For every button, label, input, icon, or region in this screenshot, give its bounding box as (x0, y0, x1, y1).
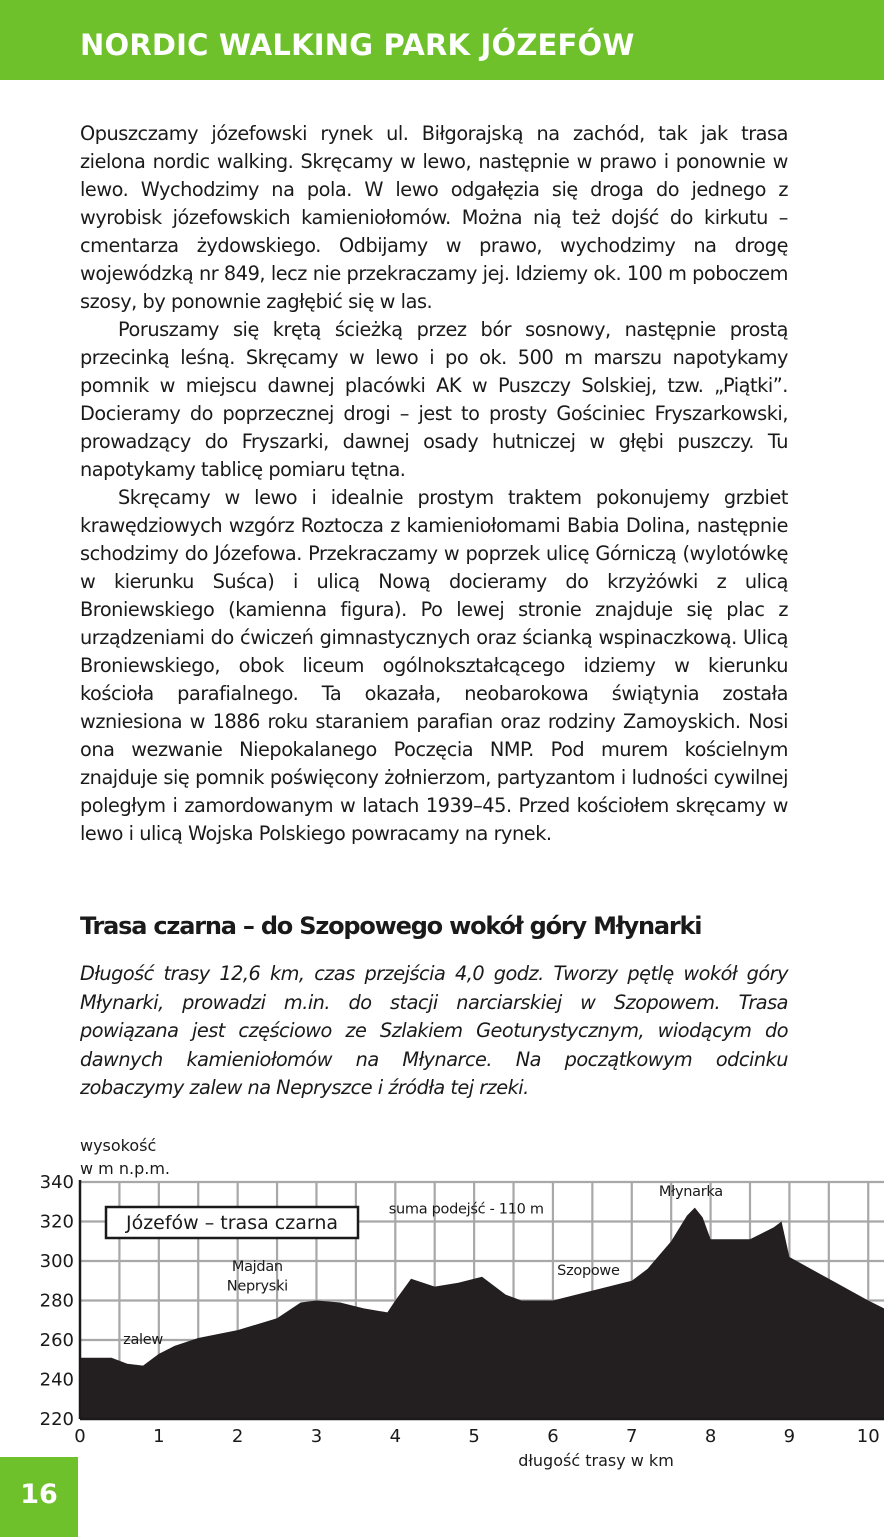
y-tick-label: 280 (39, 1290, 74, 1312)
x-axis-label: długość trasy w km (518, 1451, 674, 1470)
page-header (0, 0, 884, 80)
body-text (80, 120, 788, 848)
x-tick-label: 8 (704, 1426, 717, 1447)
paragraph-2: Poruszamy się krętą ścieżką przez bór sosnowy, następnie prostą przecinką leśną. Skręcamy w lewo i po ok. 500 m marszu napotykamy pomnik w miejscu dawnej placówki AK w Puszczy Solskiej, tzw. „Piątki”. Docieramy do poprzecznej drogi – jest to prosty Gościniec Fryszarkowski, prowadzący do Fryszarki, dawnej osady hutniczej w głębi puszczy. Tu napotykamy tablicę pomiaru tętna. (80, 318, 788, 481)
x-tick-label: 3 (310, 1426, 323, 1447)
y-tick-label: 220 (39, 1409, 74, 1430)
y-tick-label: 240 (39, 1369, 74, 1391)
intro-text: Długość trasy 12,6 km, czas przejścia 4,0 godz. Tworzy pętlę wokół góry Młynarki, prowadzi m.in. do stacji narciarskiej w Szopowem. Trasa powiązana jest częściowo ze Szlakiem Geoturystycznym, wiodącym do dawnych kamieniołomów na Młynarce. Na początkowym odcinku zobaczymy zalew na Nepryszce i źródła tej rzeki. (80, 962, 788, 1099)
elevation-area (80, 1208, 884, 1419)
x-tick-label: 4 (389, 1426, 402, 1447)
x-tick-label: 6 (547, 1426, 559, 1447)
y-axis-label-line1: wysokość (80, 1136, 157, 1155)
y-tick-label: 260 (39, 1330, 74, 1351)
x-tick-label: 0 (74, 1426, 86, 1447)
page-number: 16 (20, 1479, 58, 1510)
chart-annotation: Szopowe (557, 1262, 620, 1279)
x-tick-label: 7 (626, 1426, 638, 1447)
y-axis-label-line2: w m n.p.m. (80, 1159, 170, 1178)
chart-title: Józefów – trasa czarna (125, 1212, 339, 1234)
x-tick-label: 1 (153, 1426, 165, 1447)
y-tick-label: 340 (39, 1172, 74, 1193)
chart-annotation: Majdan (231, 1258, 283, 1275)
x-tick-label: 5 (468, 1426, 480, 1447)
x-tick-label: 10 (856, 1426, 880, 1447)
chart-annotation: Nepryski (226, 1278, 288, 1295)
elevation-profile-chart (0, 1120, 884, 1480)
x-tick-label: 9 (783, 1426, 796, 1447)
y-tick-label: 300 (39, 1251, 74, 1272)
y-tick-label: 320 (39, 1211, 74, 1233)
chart-annotation: suma podejść - 110 m (388, 1201, 544, 1218)
x-tick-label: 2 (231, 1426, 244, 1447)
chart-annotation: zalew (123, 1331, 163, 1348)
paragraph-3: Skręcamy w lewo i idealnie prostym traktem pokonujemy grzbiet krawędziowych wzgórz Roztocza z kamieniołomami Babia Dolina, następnie schodzimy do Józefowa. Przekraczamy w poprzek ulicę Górniczą (wylotówkę w kierunku Suśca) i ulicą Nową docieramy do krzyżówki z ulicą Broniewskiego (kamienna figura). Po lewej stronie znajduje się plac z urządzeniami do ćwiczeń gimnastycznych oraz ścianką wspinaczkową. Ulicą Broniewskiego, obok liceum ogólnokształcącego idziemy w kierunku kościoła parafialnego. Ta okazała, neobarokowa świątynia została wzniesiona w 1886 roku staraniem parafian oraz rodziny Zamoyskich. Nosi ona wezwanie Niepokalanego Poczęcia NMP. Pod murem kościelnym znajduje się pomnik poświęcony żołnierzom, partyzantom i ludności cywilnej poległym i zamordowanym w latach 1939–45. Przed kościołem skręcamy w lewo i ulicą Wojska Polskiego powracamy na rynek. (80, 486, 788, 845)
chart-annotation: Młynarka (658, 1183, 723, 1200)
section-intro (80, 960, 788, 1103)
page-number-box (0, 1457, 78, 1537)
paragraph-1: Opuszczamy józefowski rynek ul. Biłgorajską na zachód, tak jak trasa zielona nordic walking. Skręcamy w lewo, następnie w prawo i ponownie w lewo. Wychodzimy na pola. W lewo odgałęzia się droga do jednego z wyrobisk józefowskich kamieniołomów. Można nią też dojść do kirkutu – cmentarza żydowskiego. Odbijamy w prawo, wychodzimy na drogę wojewódzką nr 849, lecz nie przekraczamy jej. Idziemy ok. 100 m poboczem szosy, by ponownie zagłębić się w las. (80, 122, 788, 313)
section-title: Trasa czarna – do Szopowego wokół góry Młynarki (80, 912, 702, 940)
header-title: NORDIC WALKING PARK JÓZEFÓW (80, 28, 635, 62)
